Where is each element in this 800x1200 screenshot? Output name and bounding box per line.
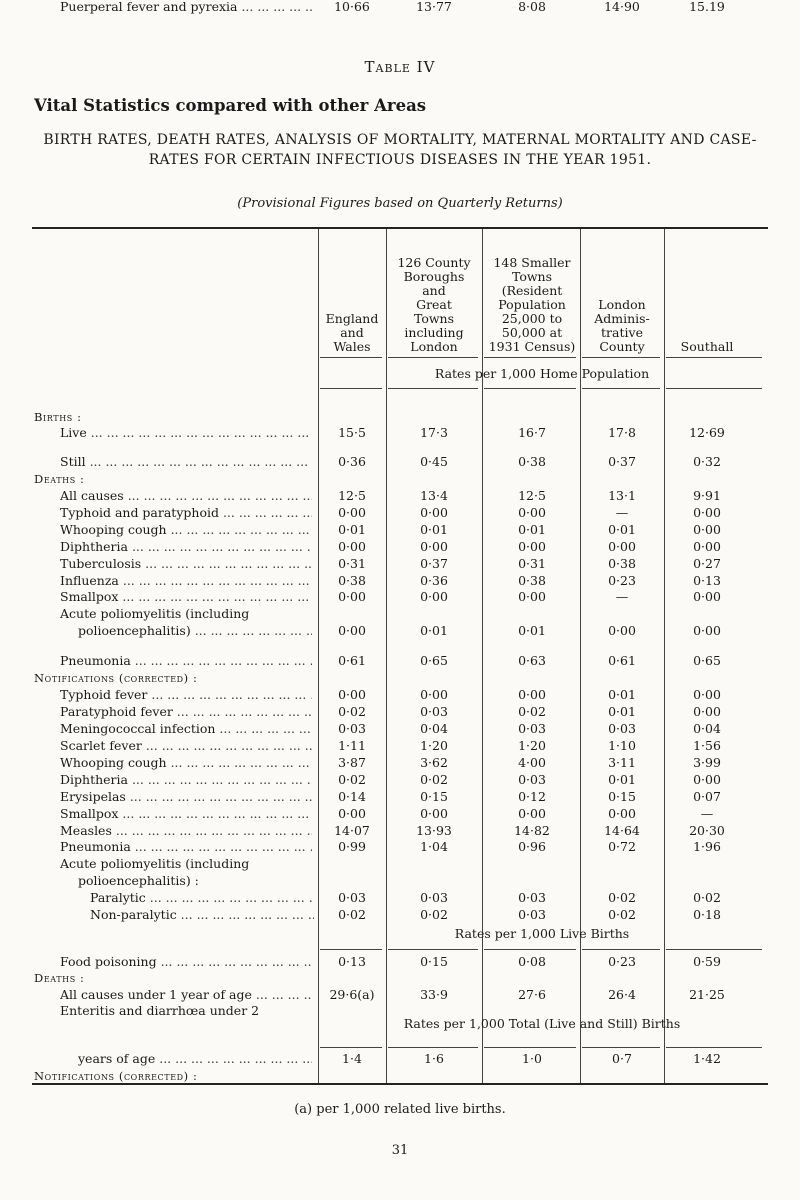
table-cell: 0·00 <box>338 505 366 520</box>
table-cell: 0·12 <box>518 789 546 804</box>
table-label: Table IV <box>364 58 436 76</box>
rates-caption: Rates per 1,000 Home Population <box>434 366 650 381</box>
row-label: Smallpox ... . <box>60 590 312 604</box>
row-label: Influenza ... . <box>60 574 312 588</box>
table-cell: 0·00 <box>693 687 721 702</box>
column-header-line: Towns <box>511 269 553 284</box>
column-header-line: Boroughs <box>403 269 465 284</box>
column-header-line: Population <box>498 297 566 312</box>
row-label: polioencephalitis) ... . <box>78 624 312 638</box>
table-cell: 0·07 <box>693 789 721 804</box>
table-cell: 0·00 <box>420 589 448 604</box>
table-cell: 0·01 <box>420 522 448 537</box>
column-header-line: and <box>340 325 364 340</box>
table-cell: 1·11 <box>338 738 366 753</box>
table-cell: 0·00 <box>518 539 546 554</box>
caption-rule <box>484 949 576 950</box>
table-cell: 0·02 <box>420 907 448 922</box>
table-cell: 0·99 <box>338 839 366 854</box>
table-cell: 0·03 <box>420 704 448 719</box>
table-cell: 0·00 <box>608 806 636 821</box>
column-header <box>484 256 580 354</box>
row-label: Diphtheria ... . <box>60 773 312 787</box>
rates-caption: Rates per 1,000 Total (Live and Still) Births <box>403 1016 681 1031</box>
row-label: Acute poliomyelitis (including <box>60 607 250 621</box>
column-header-line: (Resident <box>501 283 563 298</box>
table-cell: 0·36 <box>338 454 366 469</box>
column-header-line: London <box>410 339 458 354</box>
table-cell: 0·00 <box>338 806 366 821</box>
row-label: Meningococcal infection ... . <box>60 722 312 736</box>
table-cell: 17·3 <box>420 425 448 440</box>
table-cell: 26·4 <box>608 987 636 1002</box>
table-cell: 0·37 <box>420 556 448 571</box>
table-cell: — <box>700 806 714 821</box>
table-cell: 12·69 <box>689 425 725 440</box>
row-label: Diphtheria ... . <box>60 540 312 554</box>
table-cell: 16·7 <box>518 425 546 440</box>
column-header-line: Towns <box>413 311 455 326</box>
table-cell: 1·20 <box>518 738 546 753</box>
table-cell: 0·13 <box>693 573 721 588</box>
table-cell: 0·13 <box>338 954 366 969</box>
table-cell: 4·00 <box>518 755 546 770</box>
table-cell: 0·01 <box>608 772 636 787</box>
table-cell: 0·00 <box>420 539 448 554</box>
caption-rule <box>388 388 478 389</box>
table-cell: 1·10 <box>608 738 636 753</box>
table-cell: 0·32 <box>693 454 721 469</box>
table-cell: 0·02 <box>338 907 366 922</box>
table-cell: 9·91 <box>693 488 721 503</box>
table-cell: 0·00 <box>693 772 721 787</box>
table-cell: 1·20 <box>420 738 448 753</box>
table-cell: 0·00 <box>518 806 546 821</box>
column-header-line: 50,000 at <box>501 325 563 340</box>
table-subtitle: BIRTH RATES, DEATH RATES, ANALYSIS OF MORTALITY, MATERNAL MORTALITY AND CASE-RATES FOR CERTAIN INFECTIOUS DISEASES IN THE YEAR 1951. <box>43 132 757 168</box>
table-cell: 0·00 <box>338 687 366 702</box>
table-cell: 0·61 <box>338 653 366 668</box>
table-cell: 1·04 <box>420 839 448 854</box>
table-cell: 0·03 <box>518 721 546 736</box>
table-cell: 0·7 <box>612 1051 632 1066</box>
row-label: Smallpox ... . <box>60 807 312 821</box>
row-label: Pneumonia ... . <box>60 840 312 854</box>
table-cell: 0·00 <box>420 687 448 702</box>
column-header-line: including <box>404 325 464 340</box>
table-cell: 0·00 <box>693 522 721 537</box>
column-header-line: 126 County <box>397 255 471 270</box>
table-cell: 14·90 <box>604 0 640 14</box>
table-cell: 0·38 <box>518 454 546 469</box>
table-cell: 13·4 <box>420 488 448 503</box>
table-cell: 0·03 <box>518 907 546 922</box>
table-cell: 14·64 <box>604 823 640 838</box>
table-cell: 15.19 <box>689 0 725 14</box>
table-cell: 0·65 <box>693 653 721 668</box>
table-cell: 0·03 <box>518 890 546 905</box>
table-cell: 0·38 <box>608 556 636 571</box>
column-header-line: trative <box>601 325 643 340</box>
row-label: Still ... . <box>60 455 312 469</box>
header-rule <box>484 357 576 358</box>
caption-rule <box>484 388 576 389</box>
table-cell: 0·03 <box>608 721 636 736</box>
table-cell: 0·61 <box>608 653 636 668</box>
header-rule <box>666 357 762 358</box>
column-header-line: and <box>422 283 446 298</box>
row-label: Live ... . <box>60 426 312 440</box>
row-label: Food poisoning ... . <box>60 955 312 969</box>
table-cell: 0·31 <box>338 556 366 571</box>
table-cell: 0·36 <box>420 573 448 588</box>
table-cell: 3·11 <box>608 755 636 770</box>
footnote: (a) per 1,000 related live births. <box>294 1102 506 1117</box>
caption-rule <box>666 949 762 950</box>
table-cell: 0·00 <box>518 589 546 604</box>
row-label: Paratyphoid fever ... . <box>60 705 312 719</box>
table-cell: 0·03 <box>420 890 448 905</box>
row-label: Puerperal fever and pyrexia ... . <box>60 0 312 14</box>
table-cell: 0·23 <box>608 573 636 588</box>
table-cell: 10·66 <box>334 0 370 14</box>
table-cell: 0·65 <box>420 653 448 668</box>
column-header-line: 1931 Census) <box>488 339 576 354</box>
row-label: Tuberculosis ... . <box>60 557 312 571</box>
table-cell: 3·62 <box>420 755 448 770</box>
row-label: Measles ... . <box>60 824 312 838</box>
table-cell: 0·08 <box>518 954 546 969</box>
table-cell: 1·56 <box>693 738 721 753</box>
table-cell: 0·02 <box>608 890 636 905</box>
row-label: Typhoid and paratyphoid ... . <box>60 506 312 520</box>
page-heading: Vital Statistics compared with other Areas <box>34 96 427 115</box>
column-header-line: 148 Smaller <box>493 255 571 270</box>
table-cell: 33·9 <box>420 987 448 1002</box>
table-cell: 0·00 <box>693 623 721 638</box>
caption-rule <box>582 1047 660 1048</box>
row-label: polioencephalitis) : <box>78 874 199 888</box>
caption-rule <box>582 388 660 389</box>
table-cell: 0·01 <box>338 522 366 537</box>
caption-rule <box>388 949 478 950</box>
caption-rule <box>484 1047 576 1048</box>
row-label: Typhoid fever ... . <box>60 688 312 702</box>
caption-rule <box>666 388 762 389</box>
table-cell: 0·00 <box>693 505 721 520</box>
table-cell: 0·01 <box>608 522 636 537</box>
table-cell: 1·42 <box>693 1051 721 1066</box>
section-heading: Deaths : <box>34 472 85 486</box>
table-cell: 0·15 <box>420 954 448 969</box>
table-cell: 0·27 <box>693 556 721 571</box>
table-cell: 0·15 <box>420 789 448 804</box>
row-label: Whooping cough ... . <box>60 756 312 770</box>
table-cell: 0·38 <box>518 573 546 588</box>
provisional-note: (Provisional Figures based on Quarterly Returns) <box>237 196 563 211</box>
section-heading: Births : <box>34 410 82 424</box>
table-cell: 12·5 <box>338 488 366 503</box>
table-cell: 0·02 <box>693 890 721 905</box>
table-cell: 3·99 <box>693 755 721 770</box>
top-rule <box>32 227 768 229</box>
caption-rule <box>582 949 660 950</box>
table-cell: 1·4 <box>342 1051 362 1066</box>
table-cell: 0·14 <box>338 789 366 804</box>
table-cell: 1·6 <box>424 1051 444 1066</box>
table-cell: 14·82 <box>514 823 550 838</box>
row-label: Paralytic ... . <box>90 891 314 905</box>
column-divider <box>482 229 483 1083</box>
table-cell: 8·08 <box>518 0 546 14</box>
table-cell: 0·00 <box>608 623 636 638</box>
bottom-rule <box>32 1083 768 1085</box>
row-label: Erysipelas ... . <box>60 790 312 804</box>
table-cell: 13·1 <box>608 488 636 503</box>
table-cell: 0·00 <box>693 589 721 604</box>
table-cell: 0·04 <box>693 721 721 736</box>
caption-rule <box>388 1047 478 1048</box>
table-cell: 0·00 <box>420 806 448 821</box>
table-cell: 0·59 <box>693 954 721 969</box>
caption-rule <box>320 388 382 389</box>
table-cell: 0·00 <box>338 539 366 554</box>
column-divider <box>580 229 581 1083</box>
table-cell: 0·01 <box>608 687 636 702</box>
row-label: years of age ... . <box>78 1052 312 1066</box>
table-cell: 0·01 <box>518 623 546 638</box>
table-cell: 21·25 <box>689 987 725 1002</box>
table-cell: 1·96 <box>693 839 721 854</box>
table-cell: 0·37 <box>608 454 636 469</box>
column-header <box>386 256 482 354</box>
table-cell: 0·02 <box>608 907 636 922</box>
table-cell: — <box>615 589 629 604</box>
table-cell: 0·00 <box>608 539 636 554</box>
page-number: 31 <box>391 1143 409 1158</box>
table-cell: 29·6(a) <box>329 987 375 1002</box>
table-cell: 0·00 <box>338 589 366 604</box>
table-cell: 3·87 <box>338 755 366 770</box>
section-heading: Deaths : <box>34 971 85 985</box>
table-cell: 0·15 <box>608 789 636 804</box>
row-label: All causes ... . <box>60 489 312 503</box>
header-rule <box>388 357 478 358</box>
column-header-line: Southall <box>680 339 734 354</box>
table-cell: 17·8 <box>608 425 636 440</box>
row-label: All causes under 1 year of age ... . <box>60 988 312 1002</box>
table-cell: 0·02 <box>420 772 448 787</box>
column-header-line: 25,000 to <box>501 311 563 326</box>
table-cell: 0·31 <box>518 556 546 571</box>
table-cell: 0·04 <box>420 721 448 736</box>
table-cell: 0·00 <box>518 687 546 702</box>
table-cell: 0·23 <box>608 954 636 969</box>
table-cell: 0·01 <box>420 623 448 638</box>
table-cell: 0·02 <box>338 772 366 787</box>
table-cell: 13·77 <box>416 0 452 14</box>
column-header-line: County <box>599 339 645 354</box>
table-cell: 0·03 <box>518 772 546 787</box>
table-cell: 0·00 <box>420 505 448 520</box>
column-header-line: England <box>325 311 379 326</box>
table-cell: 0·01 <box>608 704 636 719</box>
table-cell: 15·5 <box>338 425 366 440</box>
row-label: Whooping cough ... . <box>60 523 312 537</box>
table-cell: 0·00 <box>693 539 721 554</box>
header-rule <box>582 357 660 358</box>
table-cell: 0·03 <box>338 721 366 736</box>
table-cell: 0·03 <box>338 890 366 905</box>
table-cell: 27·6 <box>518 987 546 1002</box>
caption-rule <box>320 1047 382 1048</box>
table-cell: 12·5 <box>518 488 546 503</box>
table-cell: 0·00 <box>693 704 721 719</box>
column-header-line: Adminis- <box>594 311 650 326</box>
table-cell: 0·02 <box>338 704 366 719</box>
table-cell: 20·30 <box>689 823 725 838</box>
table-cell: 0·00 <box>518 505 546 520</box>
column-header-line: London <box>598 297 646 312</box>
header-rule <box>320 357 382 358</box>
table-cell: 13·93 <box>416 823 452 838</box>
section-heading: Notifications (corrected) : <box>34 671 198 685</box>
row-label: Acute poliomyelitis (including <box>60 857 250 871</box>
row-label: Pneumonia ... . <box>60 654 312 668</box>
table-cell: 1·0 <box>522 1051 542 1066</box>
row-label: Scarlet fever ... . <box>60 739 312 753</box>
table-cell: 0·38 <box>338 573 366 588</box>
table-cell: 0·18 <box>693 907 721 922</box>
column-header-line: Great <box>416 297 452 312</box>
table-cell: 0·72 <box>608 839 636 854</box>
section-heading: Notifications (corrected) : <box>34 1069 198 1083</box>
row-label: Non-paralytic ... . <box>90 908 314 922</box>
table-cell: 0·45 <box>420 454 448 469</box>
column-header-line: Wales <box>333 339 371 354</box>
table-cell: 0·63 <box>518 653 546 668</box>
table-cell: 0·00 <box>338 623 366 638</box>
column-header <box>574 298 670 354</box>
column-header <box>659 340 755 354</box>
table-cell: 0·02 <box>518 704 546 719</box>
table-cell: — <box>615 505 629 520</box>
rates-caption: Rates per 1,000 Live Births <box>454 926 630 941</box>
table-cell: 14·07 <box>334 823 370 838</box>
table-cell: 0·01 <box>518 522 546 537</box>
column-divider <box>664 229 665 1083</box>
caption-rule <box>666 1047 762 1048</box>
table-cell: 0·96 <box>518 839 546 854</box>
row-label: Enteritis and diarrhœa under 2 <box>60 1004 260 1018</box>
caption-rule <box>320 949 382 950</box>
